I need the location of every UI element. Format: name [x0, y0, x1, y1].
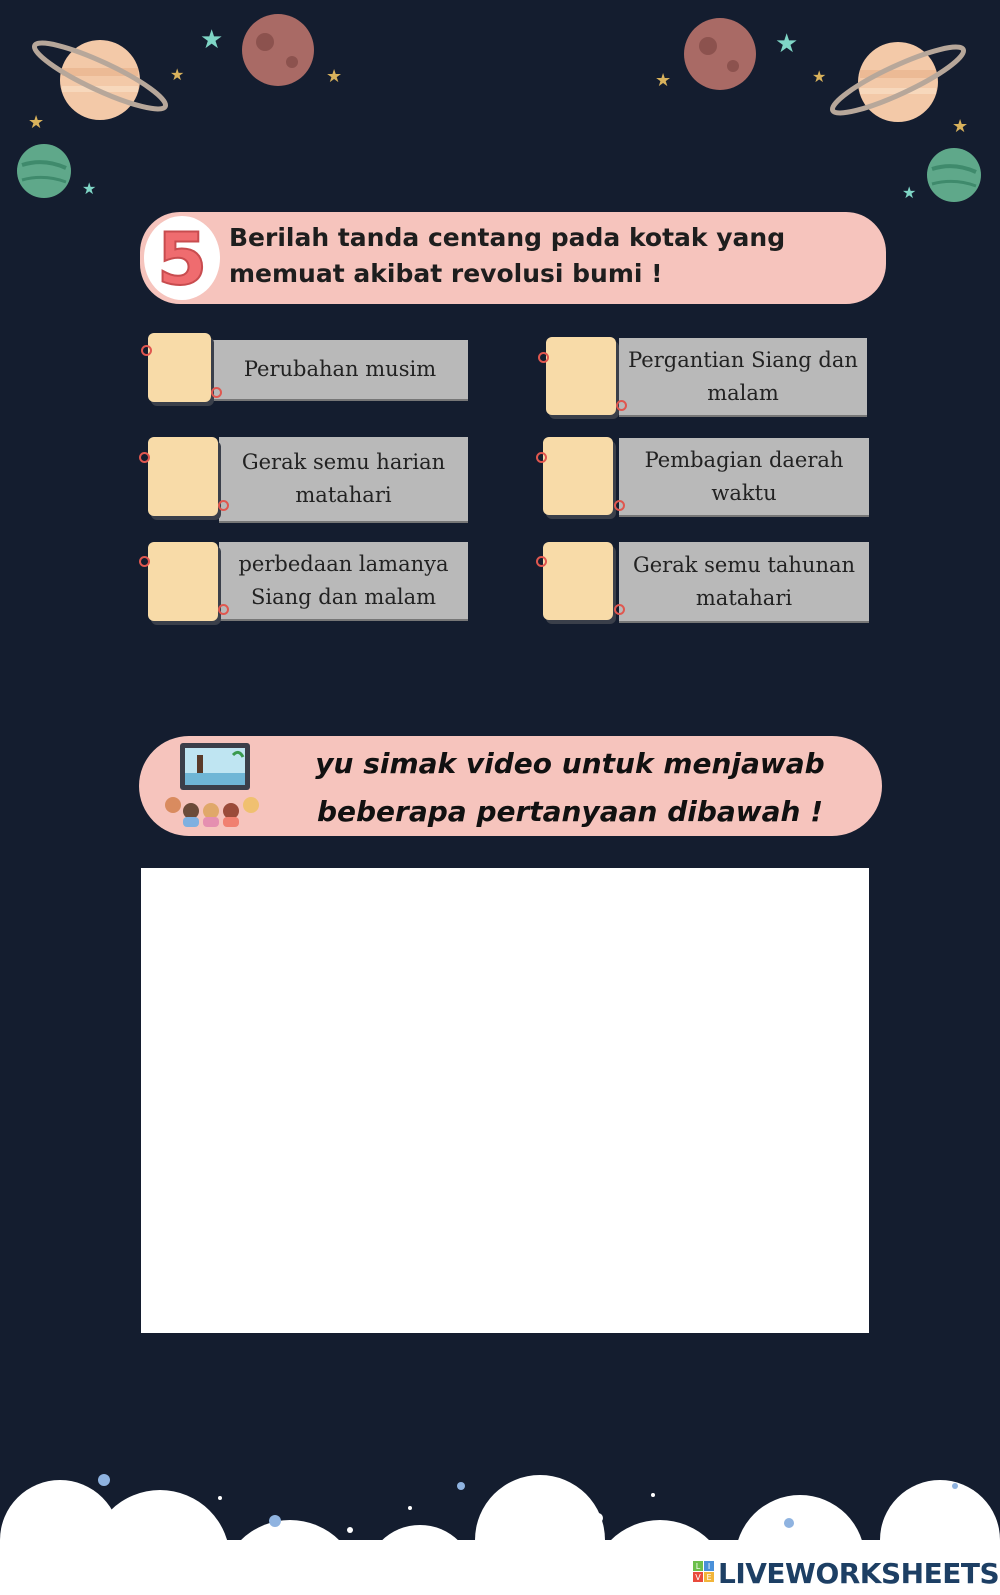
ringed-planet-left-icon [29, 33, 171, 120]
svg-text:L: L [695, 1562, 701, 1571]
option-checkbox[interactable] [148, 333, 211, 402]
liveworksheets-logo-icon [693, 1561, 715, 1583]
red-planet-left-icon [242, 14, 314, 86]
star-icons [28, 25, 968, 202]
svg-text:★: ★ [655, 70, 672, 91]
ring-icon [218, 604, 229, 615]
ring-icon [616, 400, 627, 411]
video-player[interactable] [141, 868, 869, 1333]
option-checkbox[interactable] [546, 337, 616, 415]
ring-icon [139, 452, 150, 463]
green-planet-right-icon [927, 148, 981, 202]
option-checkbox[interactable] [543, 542, 613, 620]
red-planet-right-icon [684, 18, 756, 90]
svg-text:★: ★ [170, 65, 185, 84]
ring-icon [211, 387, 222, 398]
kids-watching-tv-icon [163, 743, 268, 828]
svg-text:★: ★ [812, 67, 827, 86]
ringed-planet-right-icon [827, 37, 969, 123]
ring-icon [141, 345, 152, 356]
green-planet-left-icon [17, 144, 71, 198]
question-number-badge [140, 212, 222, 304]
svg-text:★: ★ [775, 29, 799, 59]
svg-text:★: ★ [82, 179, 97, 198]
svg-text:★: ★ [200, 25, 224, 55]
ring-icon [218, 500, 229, 511]
option-checkbox[interactable] [148, 542, 218, 621]
option-label: Perubahan musim [212, 340, 468, 399]
brand-name[interactable]: LIVEWORKSHEETS [718, 1557, 1000, 1590]
ring-icon [614, 500, 625, 511]
question-number: 5 [156, 217, 208, 301]
option-label: Pergantian Siang dan malam [619, 338, 867, 415]
option-checkbox[interactable] [148, 437, 218, 516]
ring-icon [614, 604, 625, 615]
option-label: Gerak semu harian matahari [219, 437, 468, 521]
svg-text:I: I [707, 1562, 711, 1571]
svg-text:★: ★ [326, 66, 343, 87]
ring-icon [139, 556, 150, 567]
ring-icon [536, 556, 547, 567]
option-label: perbedaan lamanya Siang dan malam [219, 542, 468, 619]
ring-icon [536, 452, 547, 463]
svg-text:★: ★ [902, 183, 917, 202]
svg-text:★: ★ [952, 116, 969, 137]
svg-text:V: V [695, 1573, 701, 1582]
option-label: Pembagian daerah waktu [619, 438, 869, 515]
svg-text:E: E [706, 1573, 712, 1582]
option-label: Gerak semu tahunan matahari [619, 542, 869, 621]
option-checkbox[interactable] [543, 437, 613, 515]
question-text: Berilah tanda centang pada kotak yang memuat akibat revolusi bumi ! [229, 223, 786, 288]
ring-icon [538, 352, 549, 363]
video-prompt-text: yu simak video untuk menjawab beberapa pertanyaan dibawah ! [315, 747, 825, 828]
svg-text:★: ★ [28, 112, 45, 133]
